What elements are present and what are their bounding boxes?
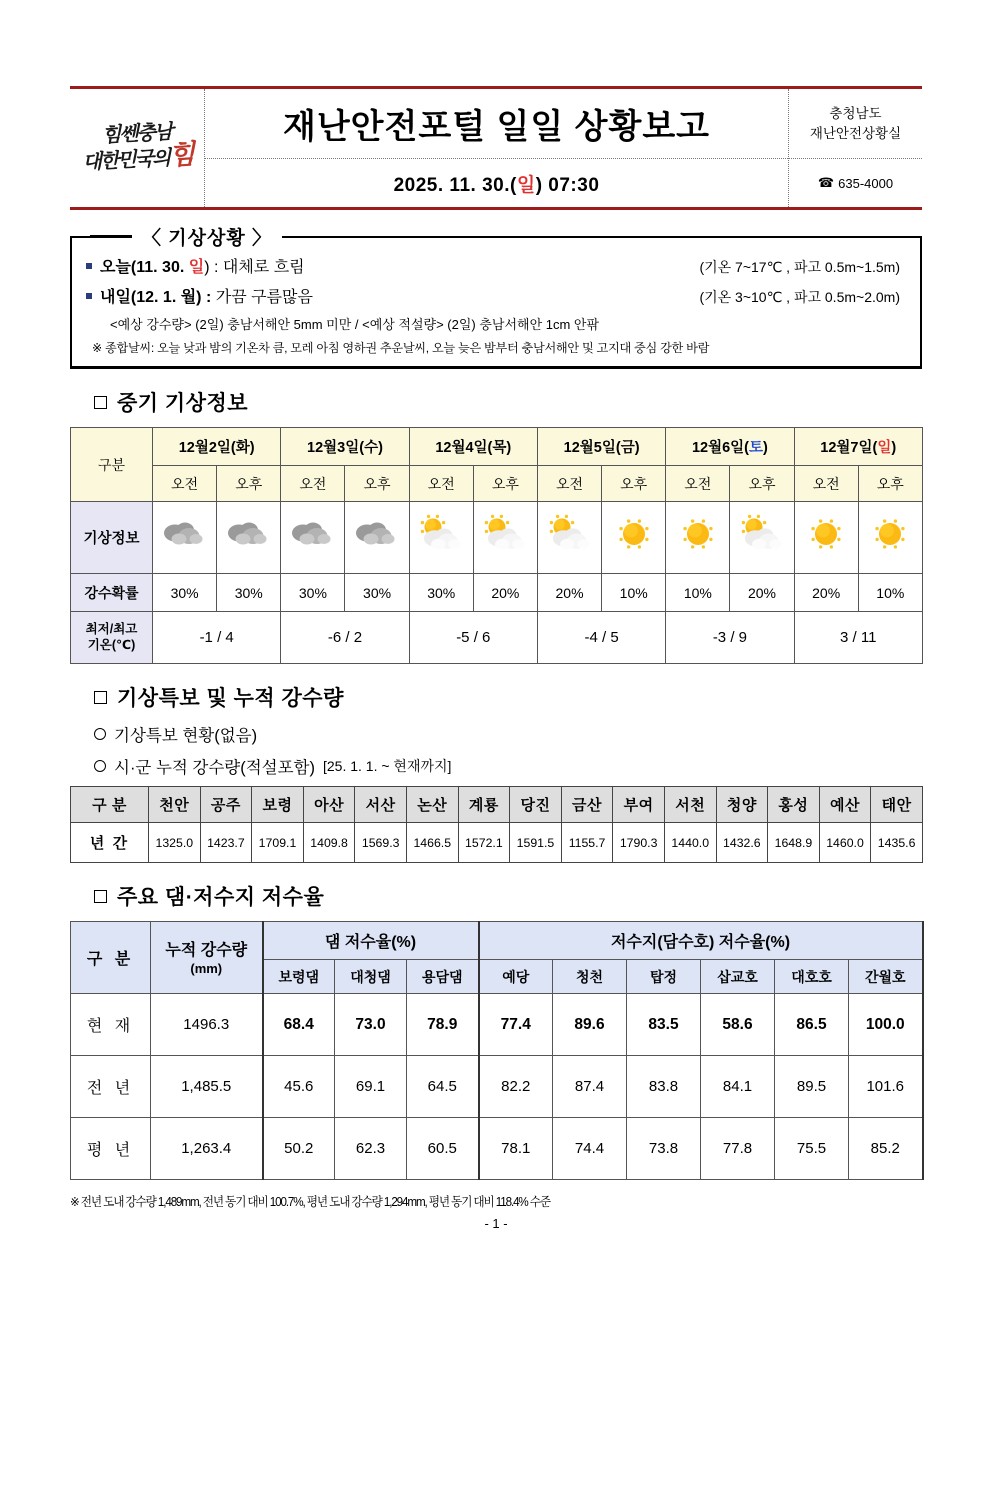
pop-cell-8: 10% bbox=[666, 574, 730, 612]
cumulative-rain-l1: 누적 강수량 bbox=[165, 942, 248, 959]
footnote-text: ※ 전년 도내 강수량 1,489mm, 전년 동기 대비 100.7%, 평년 도내 강수량 1,294mm, 평년 동기 대비 118.4% 수준 bbox=[70, 1195, 550, 1209]
table-row-ampm-header bbox=[71, 466, 923, 502]
table-row-weather-icons bbox=[71, 502, 923, 574]
ampm-pm-1: 오후 bbox=[345, 466, 409, 502]
dam-val-1-6: 84.1 bbox=[701, 1056, 775, 1118]
partly-cloudy-icon bbox=[415, 512, 467, 558]
dam-val-2-7: 75.5 bbox=[775, 1118, 849, 1180]
table-row-annual-precip bbox=[71, 823, 923, 863]
tomorrow-label: 내일(12. 1. 월) : 가끔 구름많음 bbox=[100, 289, 313, 306]
today-weekday: 일 bbox=[188, 259, 205, 276]
title-row bbox=[205, 89, 788, 159]
dam-val-2-0: 50.2 bbox=[263, 1118, 335, 1180]
dam-group-header: 댐 저수율(%) bbox=[263, 922, 479, 960]
cumulative-precip-text: 시·군 누적 강수량(적설포함) bbox=[114, 759, 315, 777]
dam-row-label-1: 전 년 bbox=[71, 1056, 151, 1118]
weather-icon-cell-1 bbox=[217, 502, 281, 574]
cloudy-icon bbox=[287, 512, 339, 558]
sunday-marker: 일 bbox=[877, 440, 892, 456]
today-forecast-row bbox=[86, 254, 906, 277]
day-header-2: 12월4일(목) bbox=[409, 428, 537, 466]
city-precipitation-table bbox=[70, 786, 923, 863]
reservoir-name-3: 삽교호 bbox=[701, 960, 775, 994]
chungnam-logo bbox=[70, 89, 205, 207]
weather-situation-section bbox=[70, 228, 922, 369]
weather-icon-cell-9 bbox=[730, 502, 794, 574]
partly-cloudy-icon bbox=[479, 512, 531, 558]
special-advisory-text: 기상특보 현황(없음) bbox=[114, 727, 258, 745]
logo-line-1: 힘쎈충남 bbox=[100, 119, 172, 148]
dam-heading-text: 주요 댐·저수지 저수율 bbox=[117, 886, 325, 909]
dam-val-1-2: 64.5 bbox=[407, 1056, 479, 1118]
reservoir-name-1: 청천 bbox=[553, 960, 627, 994]
logo-accent-char: 힘 bbox=[167, 139, 194, 172]
dam-val-2-6: 77.8 bbox=[701, 1118, 775, 1180]
dam-val-0-4: 89.6 bbox=[553, 994, 627, 1056]
table-row-day-header bbox=[71, 428, 923, 466]
ampm-pm-2: 오후 bbox=[473, 466, 537, 502]
section-heading-midterm bbox=[94, 387, 922, 417]
dam-val-2-3: 78.1 bbox=[479, 1118, 553, 1180]
dam-val-1-4: 87.4 bbox=[553, 1056, 627, 1118]
sunny-icon bbox=[672, 512, 724, 558]
overall-weather-note: ※ 종합날씨: 오늘 낮과 밤의 기온차 큼, 모레 아침 영하권 추운날씨, 오늘 늦은 밤부터 충남서해안 및 고지대 중심 강한 바람 bbox=[92, 341, 710, 355]
dam-name-2: 용담댐 bbox=[407, 960, 479, 994]
cumulative-precip-range: [25. 1. 1. ~ 현재까지] bbox=[322, 758, 452, 774]
dam-val-0-8: 100.0 bbox=[849, 994, 923, 1056]
cloudy-icon bbox=[159, 512, 211, 558]
ampm-pm-5: 오후 bbox=[858, 466, 922, 502]
pop-cell-3: 30% bbox=[345, 574, 409, 612]
sunny-icon bbox=[608, 512, 660, 558]
reservoir-name-2: 탑정 bbox=[627, 960, 701, 994]
dam-val-2-8: 85.2 bbox=[849, 1118, 923, 1180]
temp-label-line1: 최저/최고 bbox=[85, 621, 138, 636]
precip-value-8: 1155.7 bbox=[561, 823, 613, 863]
precip-value-12: 1648.9 bbox=[768, 823, 820, 863]
precip-value-6: 1572.1 bbox=[458, 823, 510, 863]
section-heading-special bbox=[94, 682, 922, 712]
header-org-column bbox=[788, 89, 922, 207]
temp-cell-0: -1 / 4 bbox=[153, 612, 281, 664]
header-title-column bbox=[205, 89, 788, 207]
precip-value-14: 1435.6 bbox=[871, 823, 923, 863]
pop-cell-6: 20% bbox=[537, 574, 601, 612]
dam-reservoir-table bbox=[70, 921, 924, 1180]
dam-row-label-2: 평 년 bbox=[71, 1118, 151, 1180]
logo-calligraphy bbox=[80, 120, 193, 175]
pop-cell-9: 20% bbox=[730, 574, 794, 612]
table-row-temperature bbox=[71, 612, 923, 664]
weather-situation-legend: 〈 기상상황 〉 bbox=[132, 223, 282, 250]
city-header-8: 금산 bbox=[561, 787, 613, 823]
ampm-pm-4: 오후 bbox=[730, 466, 794, 502]
dam-val-0-0: 68.4 bbox=[263, 994, 335, 1056]
row-label-pop: 강수확률 bbox=[71, 574, 153, 612]
annual-row-label: 년 간 bbox=[71, 823, 149, 863]
tomorrow-forecast-row bbox=[86, 284, 906, 307]
dam-val-2-5: 73.8 bbox=[627, 1118, 701, 1180]
bullet-icon bbox=[86, 263, 92, 269]
city-header-3: 아산 bbox=[303, 787, 355, 823]
city-header-0: 천안 bbox=[149, 787, 201, 823]
dam-val-1-3: 82.2 bbox=[479, 1056, 553, 1118]
precip-value-9: 1790.3 bbox=[613, 823, 665, 863]
city-header-9: 부여 bbox=[613, 787, 665, 823]
table-row-current bbox=[71, 994, 923, 1056]
org-name bbox=[789, 89, 922, 159]
precip-value-7: 1591.5 bbox=[510, 823, 562, 863]
partly-cloudy-icon bbox=[736, 512, 788, 558]
weather-icon-cell-2 bbox=[281, 502, 345, 574]
cumulative-precip-subtitle bbox=[94, 754, 922, 778]
logo-line-2: 대한민국의힘 bbox=[81, 139, 194, 175]
ampm-am-2: 오전 bbox=[409, 466, 473, 502]
temp-cell-3: -4 / 5 bbox=[537, 612, 665, 664]
temp-cell-2: -5 / 6 bbox=[409, 612, 537, 664]
dam-val-1-0: 45.6 bbox=[263, 1056, 335, 1118]
table-row-city-header bbox=[71, 787, 923, 823]
pop-cell-7: 10% bbox=[602, 574, 666, 612]
dam-val-0-7: 86.5 bbox=[775, 994, 849, 1056]
today-detail: (기온 7~17℃ , 파고 0.5m~1.5m) bbox=[699, 259, 900, 275]
pop-cell-4: 30% bbox=[409, 574, 473, 612]
dam-val-1-5: 83.8 bbox=[627, 1056, 701, 1118]
city-header-4: 서산 bbox=[355, 787, 407, 823]
circle-bullet-icon bbox=[94, 728, 106, 740]
city-header-5: 논산 bbox=[406, 787, 458, 823]
day-header-3: 12월5일(금) bbox=[537, 428, 665, 466]
pop-cell-2: 30% bbox=[281, 574, 345, 612]
city-header-7: 당진 bbox=[510, 787, 562, 823]
precip-value-1: 1423.7 bbox=[200, 823, 252, 863]
today-description: 대체로 흐림 bbox=[222, 259, 305, 276]
square-bullet-icon bbox=[94, 890, 107, 903]
precip-value-13: 1460.0 bbox=[819, 823, 871, 863]
document-page bbox=[0, 86, 992, 1231]
city-header-10: 서천 bbox=[664, 787, 716, 823]
square-bullet-icon bbox=[94, 396, 107, 409]
day-header-1: 12월3일(수) bbox=[281, 428, 409, 466]
ampm-am-0: 오전 bbox=[153, 466, 217, 502]
city-header-14: 태안 bbox=[871, 787, 923, 823]
precip-value-5: 1466.5 bbox=[406, 823, 458, 863]
day-header-5: 12월7일(일) bbox=[794, 428, 922, 466]
midterm-corner-label: 구분 bbox=[71, 428, 153, 502]
special-heading-text: 기상특보 및 누적 강수량 bbox=[117, 687, 344, 710]
dam-val-2-1: 62.3 bbox=[335, 1118, 407, 1180]
precip-corner-label: 구 분 bbox=[71, 787, 149, 823]
reservoir-name-5: 간월호 bbox=[849, 960, 923, 994]
weather-icon-cell-6 bbox=[537, 502, 601, 574]
pop-cell-0: 30% bbox=[153, 574, 217, 612]
cumulative-rain-header bbox=[151, 922, 263, 994]
weather-icon-cell-10 bbox=[794, 502, 858, 574]
dam-rain-1: 1,485.5 bbox=[151, 1056, 263, 1118]
weather-icon-cell-8 bbox=[666, 502, 730, 574]
dam-val-0-5: 83.5 bbox=[627, 994, 701, 1056]
cumulative-rain-l2: (mm) bbox=[190, 961, 223, 976]
day-header-0: 12월2일(화) bbox=[153, 428, 281, 466]
weather-icon-cell-3 bbox=[345, 502, 409, 574]
city-header-1: 공주 bbox=[200, 787, 252, 823]
pop-cell-10: 20% bbox=[794, 574, 858, 612]
precip-value-10: 1440.0 bbox=[664, 823, 716, 863]
report-date-weekday: 일 bbox=[516, 174, 536, 196]
ampm-am-3: 오전 bbox=[537, 466, 601, 502]
weather-icon-cell-11 bbox=[858, 502, 922, 574]
dam-val-2-4: 74.4 bbox=[553, 1118, 627, 1180]
org-line-2: 재난안전상황실 bbox=[809, 125, 902, 141]
pop-cell-5: 20% bbox=[473, 574, 537, 612]
weather-icon-cell-5 bbox=[473, 502, 537, 574]
reservoir-group-header: 저수지(담수호) 저수율(%) bbox=[479, 922, 923, 960]
dam-corner-label: 구 분 bbox=[71, 922, 151, 994]
tomorrow-detail: (기온 3~10℃ , 파고 0.5m~2.0m) bbox=[699, 289, 900, 305]
dam-val-1-7: 89.5 bbox=[775, 1056, 849, 1118]
dam-name-0: 보령댐 bbox=[263, 960, 335, 994]
ampm-pm-3: 오후 bbox=[602, 466, 666, 502]
temp-label-line2: 기온(℃) bbox=[87, 637, 136, 652]
page-number: - 1 - bbox=[484, 1216, 508, 1231]
pop-cell-11: 10% bbox=[858, 574, 922, 612]
ampm-am-1: 오전 bbox=[281, 466, 345, 502]
weather-situation-box bbox=[70, 236, 922, 369]
legend-rule bbox=[90, 235, 136, 237]
dam-val-0-1: 73.0 bbox=[335, 994, 407, 1056]
report-datetime: 2025. 11. 30.(일) 07:30 bbox=[393, 174, 600, 196]
precip-value-0: 1325.0 bbox=[149, 823, 201, 863]
dam-rain-2: 1,263.4 bbox=[151, 1118, 263, 1180]
dam-val-0-6: 58.6 bbox=[701, 994, 775, 1056]
table-row-precip-probability bbox=[71, 574, 923, 612]
dam-name-1: 대청댐 bbox=[335, 960, 407, 994]
contact-phone bbox=[789, 159, 922, 207]
weather-icon-cell-7 bbox=[602, 502, 666, 574]
dam-val-1-1: 69.1 bbox=[335, 1056, 407, 1118]
temp-cell-1: -6 / 2 bbox=[281, 612, 409, 664]
circle-bullet-icon bbox=[94, 760, 106, 772]
pop-cell-1: 30% bbox=[217, 574, 281, 612]
today-label: 오늘(11. 30. 일) : 대체로 흐림 bbox=[100, 259, 305, 276]
precip-value-11: 1432.6 bbox=[716, 823, 768, 863]
table-row-normal-year bbox=[71, 1118, 923, 1180]
precip-value-3: 1409.8 bbox=[303, 823, 355, 863]
temp-cell-5: 3 / 11 bbox=[794, 612, 922, 664]
dam-val-0-3: 77.4 bbox=[479, 994, 553, 1056]
city-header-2: 보령 bbox=[252, 787, 304, 823]
telephone-icon: ☎ bbox=[817, 175, 835, 190]
reservoir-name-0: 예당 bbox=[479, 960, 553, 994]
dam-val-2-2: 60.5 bbox=[407, 1118, 479, 1180]
city-header-6: 계룡 bbox=[458, 787, 510, 823]
expected-precip-snow-line: <예상 강수량> (2일) 충남서해안 5mm 미만 / <예상 적설량> (2일) 충남서해안 1cm 안팎 bbox=[110, 317, 600, 332]
ampm-pm-0: 오후 bbox=[217, 466, 281, 502]
dam-row-label-0: 현 재 bbox=[71, 994, 151, 1056]
dam-val-0-2: 78.9 bbox=[407, 994, 479, 1056]
cloudy-icon bbox=[223, 512, 275, 558]
dam-val-1-8: 101.6 bbox=[849, 1056, 923, 1118]
bullet-icon bbox=[86, 293, 92, 299]
city-header-11: 청양 bbox=[716, 787, 768, 823]
report-header bbox=[70, 86, 922, 210]
saturday-marker: 토 bbox=[749, 440, 764, 456]
square-bullet-icon bbox=[94, 691, 107, 704]
precip-value-2: 1709.1 bbox=[252, 823, 304, 863]
section-heading-dam bbox=[94, 881, 922, 911]
tomorrow-description: 가끔 구름많음 bbox=[215, 289, 313, 306]
partly-cloudy-icon bbox=[544, 512, 596, 558]
midterm-heading-text: 중기 기상정보 bbox=[117, 392, 249, 415]
city-header-12: 홍성 bbox=[768, 787, 820, 823]
table-row-dam-group-header bbox=[71, 922, 923, 960]
special-advisory-status bbox=[94, 722, 922, 746]
weather-icon-cell-0 bbox=[153, 502, 217, 574]
row-label-temperature bbox=[71, 612, 153, 664]
precip-value-4: 1569.3 bbox=[355, 823, 407, 863]
row-label-weather: 기상정보 bbox=[71, 502, 153, 574]
cloudy-icon bbox=[351, 512, 403, 558]
reservoir-name-4: 대호호 bbox=[775, 960, 849, 994]
page-title: 재난안전포털 일일 상황보고 bbox=[282, 108, 711, 146]
sunny-icon bbox=[800, 512, 852, 558]
midterm-weather-table bbox=[70, 427, 923, 664]
ampm-am-5: 오전 bbox=[794, 466, 858, 502]
weather-icon-cell-4 bbox=[409, 502, 473, 574]
sunny-icon bbox=[864, 512, 916, 558]
dam-rain-0: 1496.3 bbox=[151, 994, 263, 1056]
temp-cell-4: -3 / 9 bbox=[666, 612, 794, 664]
day-header-4: 12월6일(토) bbox=[666, 428, 794, 466]
date-row bbox=[205, 159, 788, 207]
ampm-am-4: 오전 bbox=[666, 466, 730, 502]
city-header-13: 예산 bbox=[819, 787, 871, 823]
org-line-1: 충청남도 bbox=[829, 105, 882, 121]
table-row-last-year bbox=[71, 1056, 923, 1118]
phone-number: 635-4000 bbox=[838, 175, 894, 191]
